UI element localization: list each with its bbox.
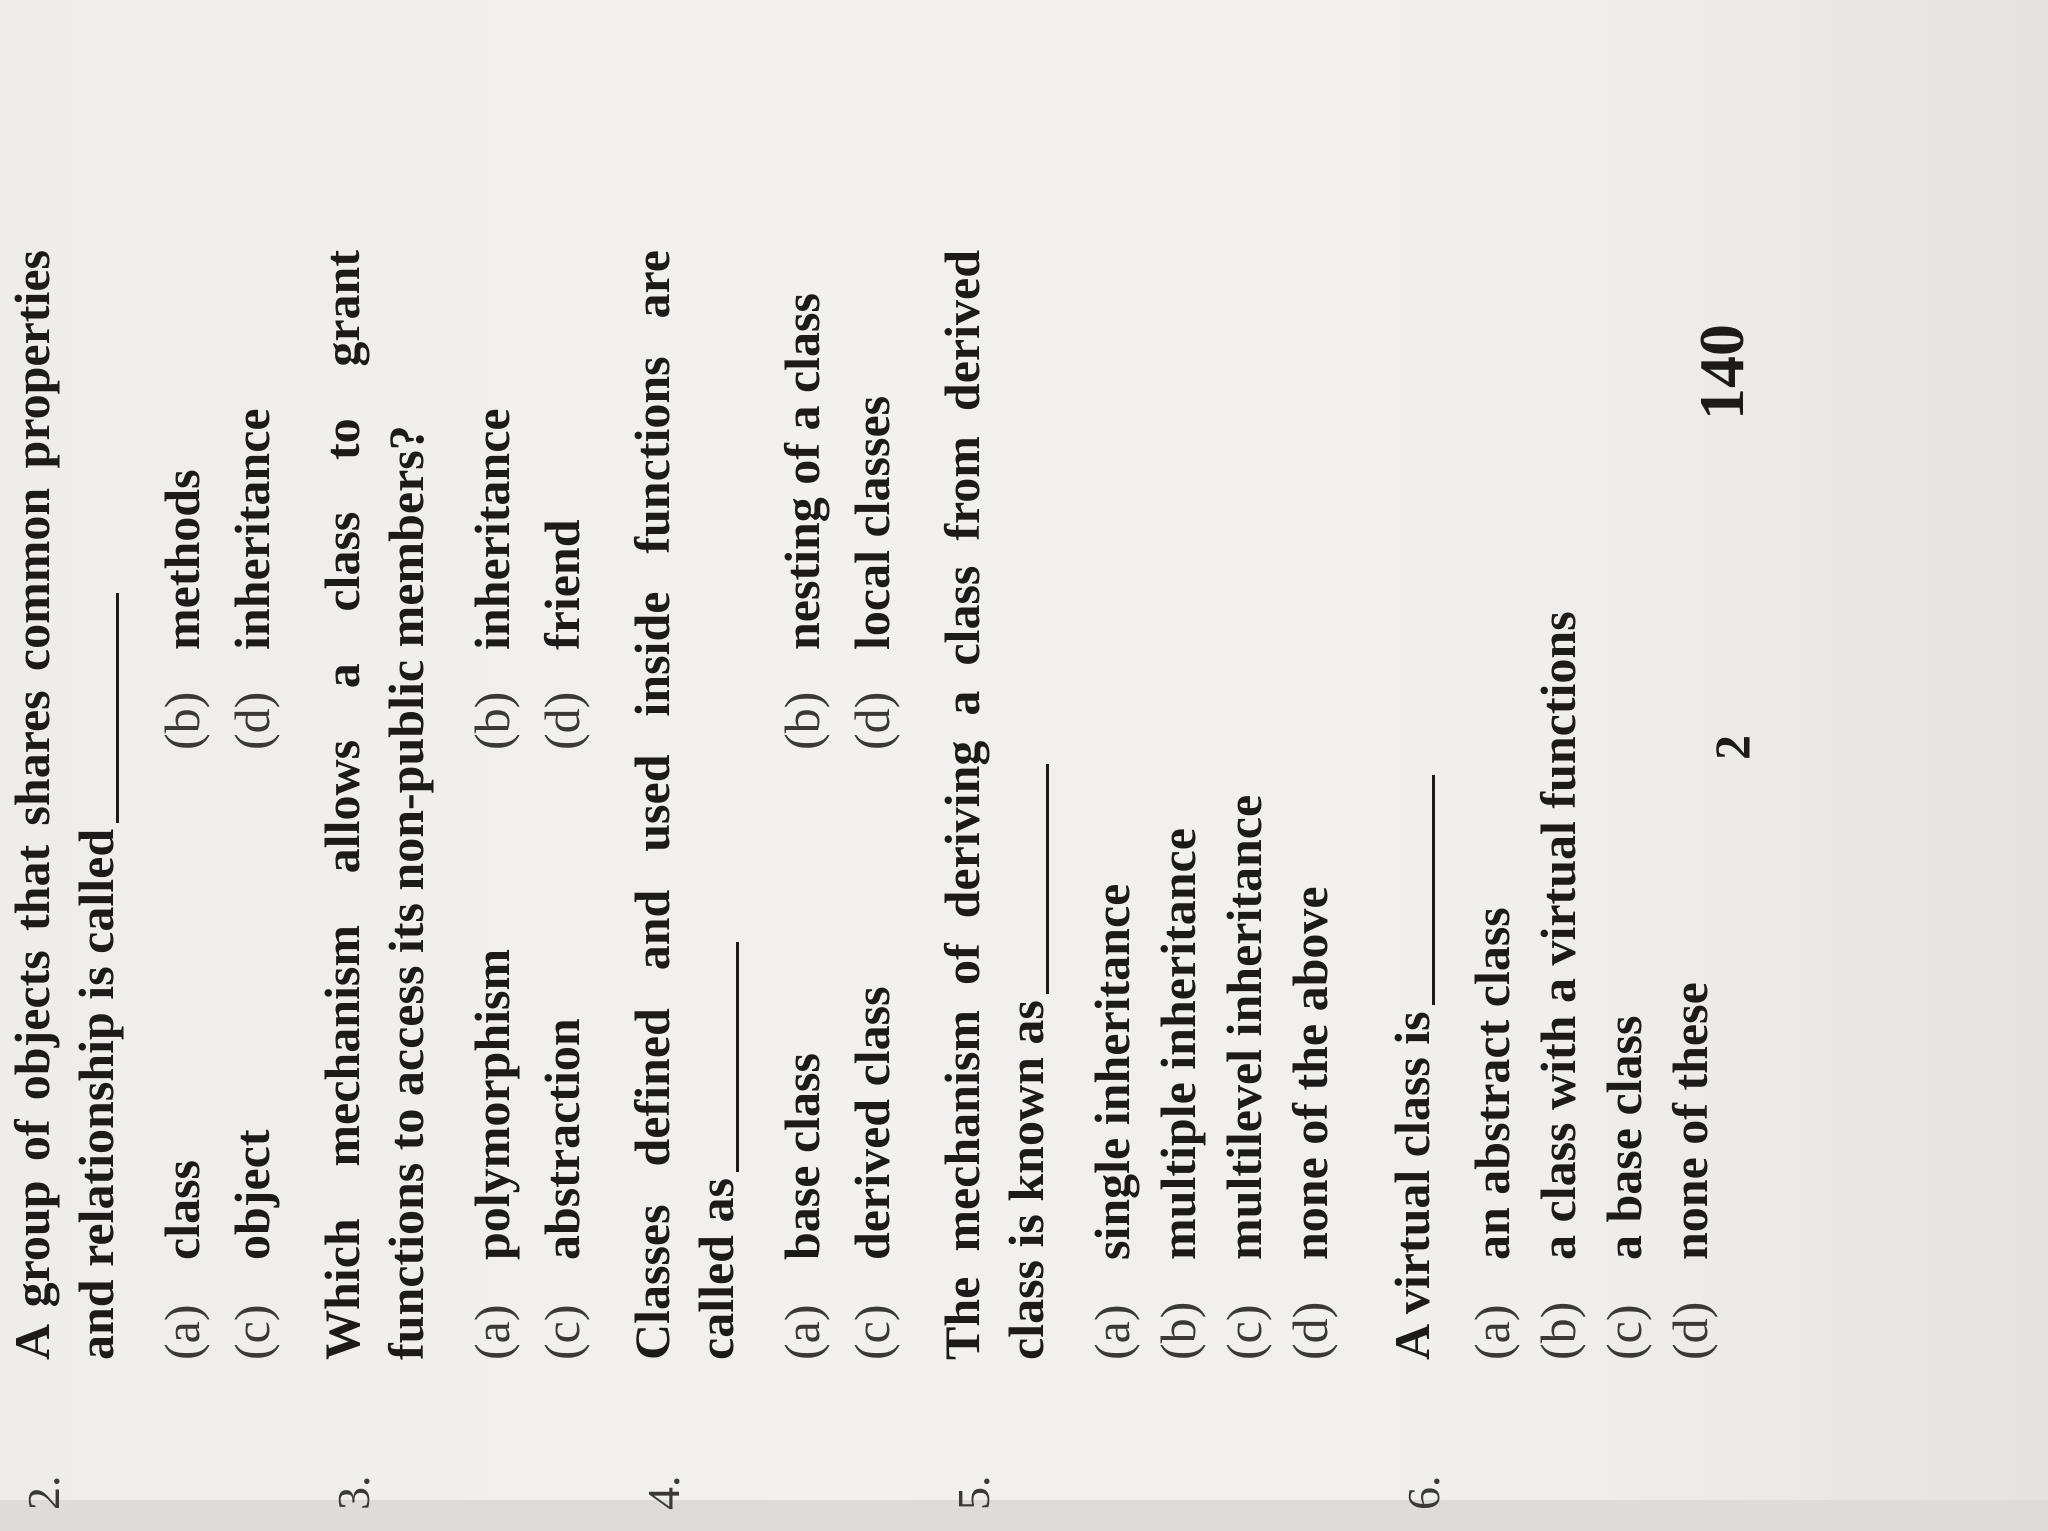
- option-label: (a): [464, 1304, 520, 1360]
- option-c[interactable]: [220, 1130, 284, 1361]
- answer-blank: [1046, 764, 1049, 994]
- option-label: (a): [154, 1304, 210, 1360]
- question-line: The mechanism of deriving a class from derived: [934, 250, 990, 1360]
- option-b[interactable]: [770, 293, 834, 750]
- option-label: (d): [534, 691, 590, 750]
- question-line: functions to access its non-public members?: [378, 425, 434, 1360]
- option-text: local classes: [844, 395, 900, 650]
- option-label: (b): [774, 691, 830, 750]
- question-text: [620, 250, 748, 1360]
- option-a[interactable]: [770, 1053, 834, 1360]
- answer-blank: [1432, 775, 1435, 1005]
- page-number: 2: [1704, 735, 1760, 760]
- question-line: Classes defined and used inside functions are: [624, 250, 680, 1360]
- question-text: [930, 250, 1058, 1360]
- option-label: (d): [224, 691, 280, 750]
- question-number: 2.: [18, 1475, 69, 1510]
- option-a[interactable]: [460, 949, 524, 1360]
- option-c[interactable]: [1212, 795, 1276, 1360]
- paper-code: 140: [1686, 324, 1757, 420]
- option-label: (a): [1464, 1304, 1520, 1360]
- option-text: a base class: [1596, 1015, 1652, 1260]
- option-b[interactable]: [150, 469, 214, 750]
- option-text: class: [154, 1160, 210, 1260]
- option-label: (d): [844, 691, 900, 750]
- question-line: called as: [688, 1178, 744, 1360]
- option-text: multilevel inheritance: [1216, 794, 1272, 1260]
- option-label: (a): [1084, 1304, 1140, 1360]
- answer-blank: [116, 593, 119, 823]
- option-text: polymorphism: [464, 948, 520, 1260]
- option-text: inheritance: [464, 408, 520, 650]
- option-text: none of these: [1662, 982, 1718, 1260]
- question-number: 6.: [1398, 1475, 1449, 1510]
- option-d[interactable]: [220, 408, 284, 750]
- option-d[interactable]: [530, 519, 594, 750]
- option-d[interactable]: [1278, 886, 1342, 1360]
- option-a[interactable]: [1460, 907, 1524, 1360]
- question-line: and relationship is called: [68, 828, 124, 1360]
- option-d[interactable]: [840, 396, 904, 750]
- option-label: (b): [1530, 1301, 1586, 1360]
- option-text: single inheritance: [1084, 883, 1140, 1260]
- option-text: friend: [534, 519, 590, 650]
- option-label: (d): [1662, 1301, 1718, 1360]
- option-b[interactable]: [460, 408, 524, 750]
- option-c[interactable]: [840, 986, 904, 1360]
- option-label: (a): [774, 1304, 830, 1360]
- option-b[interactable]: [1526, 611, 1590, 1360]
- option-d[interactable]: [1658, 982, 1722, 1360]
- option-a[interactable]: [1080, 884, 1144, 1360]
- option-text: a class with a virtual functions: [1530, 611, 1586, 1260]
- option-a[interactable]: [150, 1160, 214, 1360]
- option-label: (c): [844, 1304, 900, 1360]
- question-number: 4.: [638, 1475, 689, 1510]
- option-b[interactable]: [1146, 828, 1210, 1360]
- option-text: derived class: [844, 986, 900, 1260]
- question-line: Which mechanism allows a class to grant: [314, 250, 370, 1360]
- option-text: an abstract class: [1464, 907, 1520, 1260]
- question-page: [0, 90, 2048, 1510]
- option-label: (b): [154, 691, 210, 750]
- option-c[interactable]: [1592, 1016, 1656, 1360]
- question-line: A virtual class is: [1384, 1011, 1440, 1360]
- question-line: A group of objects that shares common properties: [4, 250, 60, 1360]
- option-label: (c): [534, 1304, 590, 1360]
- option-text: multiple inheritance: [1150, 828, 1206, 1260]
- option-label: (d): [1282, 1301, 1338, 1360]
- option-text: methods: [154, 469, 210, 650]
- option-text: object: [224, 1129, 280, 1260]
- option-text: none of the above: [1282, 886, 1338, 1260]
- option-text: inheritance: [224, 408, 280, 650]
- question-number: 3.: [328, 1475, 379, 1510]
- question-text: [1380, 250, 1444, 1360]
- option-label: (b): [1150, 1301, 1206, 1360]
- option-label: (c): [1216, 1304, 1272, 1360]
- option-text: nesting of a class: [774, 293, 830, 650]
- option-text: base class: [774, 1053, 830, 1260]
- question-line: class is known as: [998, 1000, 1054, 1360]
- option-label: (c): [224, 1304, 280, 1360]
- question-text: [0, 250, 128, 1360]
- option-label: (c): [1596, 1304, 1652, 1360]
- option-c[interactable]: [530, 1018, 594, 1360]
- answer-blank: [736, 942, 739, 1172]
- option-label: (b): [464, 691, 520, 750]
- question-number: 5.: [948, 1475, 999, 1510]
- question-text: [310, 250, 438, 1360]
- option-text: abstraction: [534, 1018, 590, 1260]
